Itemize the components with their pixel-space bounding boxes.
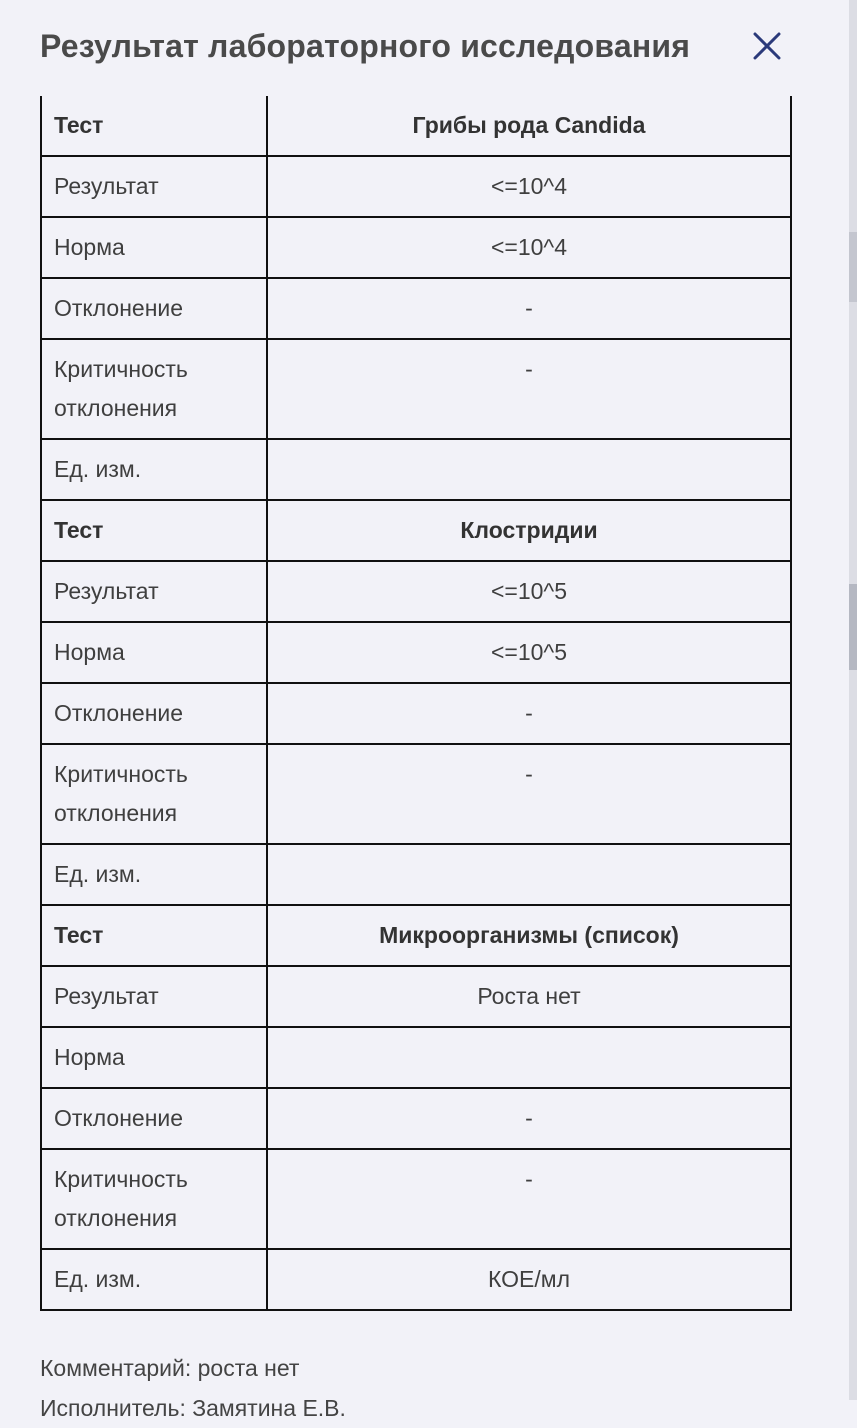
row-value: - (267, 683, 791, 744)
performer-text: Исполнитель: Замятина Е.В. (40, 1395, 346, 1421)
row-value: Роста нет (267, 966, 791, 1027)
close-icon[interactable] (746, 27, 786, 67)
table-row (41, 439, 791, 500)
row-value: <=10^5 (267, 622, 791, 683)
table-row (41, 278, 791, 339)
comment-text: Комментарий: роста нет (40, 1355, 300, 1381)
scrollbar-track[interactable] (849, 0, 857, 1400)
test-label-cell: Тест (41, 500, 267, 561)
row-label: Критичность отклонения (41, 339, 267, 439)
table-row (41, 1249, 791, 1310)
table-row (41, 1027, 791, 1088)
test-name-cell: Грибы рода Candida (267, 96, 791, 156)
row-label: Отклонение (41, 1088, 267, 1149)
row-value (267, 439, 791, 500)
row-value: КОЕ/мл (267, 1249, 791, 1310)
row-label: Норма (41, 217, 267, 278)
background-edge-segment (849, 232, 857, 302)
results-table (40, 96, 792, 1311)
table-row (41, 217, 791, 278)
row-label: Отклонение (41, 278, 267, 339)
table-row (41, 1088, 791, 1149)
row-value: <=10^5 (267, 561, 791, 622)
table-row (41, 844, 791, 905)
table-row (41, 966, 791, 1027)
row-label: Норма (41, 622, 267, 683)
row-value: - (267, 1149, 791, 1249)
table-row (41, 561, 791, 622)
test-label-cell: Тест (41, 905, 267, 966)
row-value: <=10^4 (267, 217, 791, 278)
row-label: Ед. изм. (41, 439, 267, 500)
table-row (41, 622, 791, 683)
table-row (41, 905, 791, 966)
row-label: Ед. изм. (41, 1249, 267, 1310)
row-label: Результат (41, 966, 267, 1027)
test-name-cell: Клостридии (267, 500, 791, 561)
row-value: - (267, 1088, 791, 1149)
modal-title: Результат лабораторного исследования (40, 28, 691, 64)
row-value: - (267, 278, 791, 339)
footer-notes (40, 1348, 800, 1428)
row-label: Ед. изм. (41, 844, 267, 905)
table-row (41, 339, 791, 439)
row-value: - (267, 744, 791, 844)
row-label: Критичность отклонения (41, 1149, 267, 1249)
table-row (41, 1149, 791, 1249)
modal-header (40, 24, 800, 70)
row-label: Норма (41, 1027, 267, 1088)
row-value: - (267, 339, 791, 439)
row-label: Результат (41, 156, 267, 217)
row-label: Критичность отклонения (41, 744, 267, 844)
test-label-cell: Тест (41, 96, 267, 156)
row-label: Результат (41, 561, 267, 622)
test-name-cell: Микроорганизмы (список) (267, 905, 791, 966)
table-row (41, 156, 791, 217)
table-row (41, 500, 791, 561)
row-value (267, 844, 791, 905)
table-row (41, 683, 791, 744)
table-row (41, 96, 791, 156)
row-value: <=10^4 (267, 156, 791, 217)
scrollbar-thumb[interactable] (849, 584, 857, 670)
row-value (267, 1027, 791, 1088)
row-label: Отклонение (41, 683, 267, 744)
table-row (41, 744, 791, 844)
